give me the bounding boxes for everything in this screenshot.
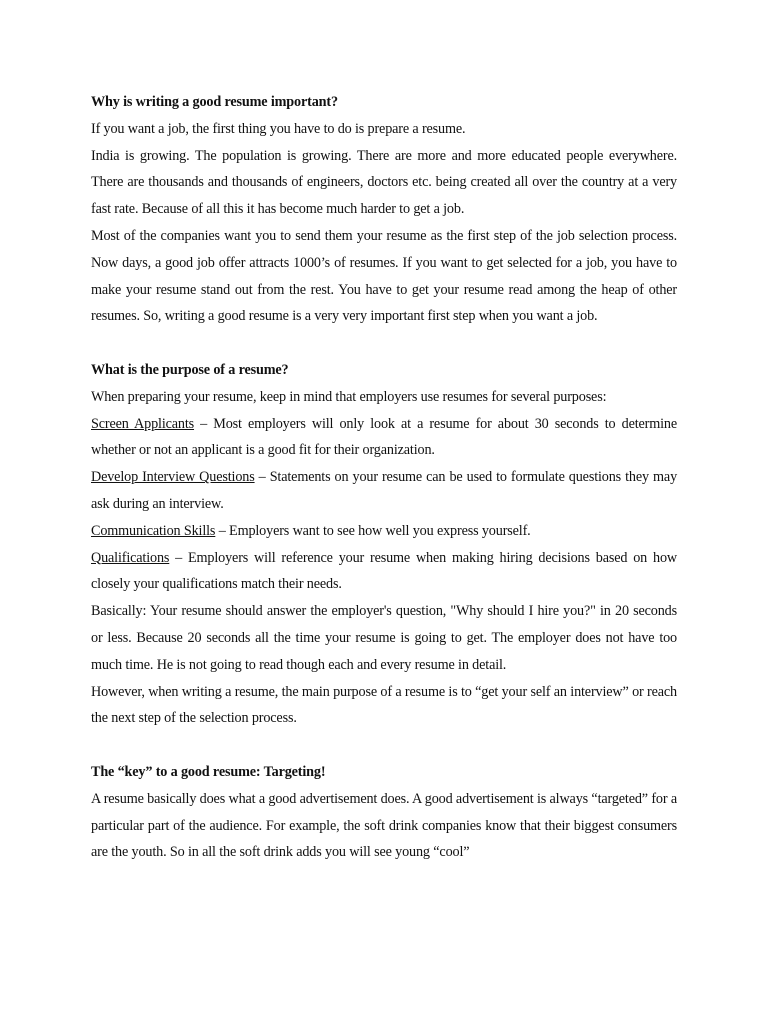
document-page: [91, 89, 677, 866]
purpose-item-interview-questions: [91, 464, 677, 518]
paragraph: When preparing your resume, keep in mind that employers use resumes for several purposes:: [91, 388, 607, 405]
section-heading-purpose: What is the purpose of a resume?: [91, 361, 289, 378]
purpose-term: Develop Interview Questions: [91, 469, 255, 486]
paragraph: Basically: Your resume should answer the employer's question, "Why should I hire you?" in 20 seconds or less. Because 20 seconds all the time your resume is going to get. The employer does not have too much time. He is not going to read though each and every resume in detail.: [91, 603, 677, 673]
paragraph: Most of the companies want you to send them your resume as the first step of the job selection process. Now days, a good job offer attracts 1000’s of resumes. If you want to get selected for a job, you have to make your resume stand out from the rest. You have to get your resume read among the heap of other resumes. So, writing a good resume is a very very important first step when you want a job.: [91, 227, 677, 325]
purpose-term: Qualifications: [91, 549, 170, 566]
purpose-term: Communication Skills: [91, 522, 216, 539]
paragraph: However, when writing a resume, the main purpose of a resume is to “get your self an interview” or reach the next step of the selection process.: [91, 683, 677, 727]
paragraph: If you want a job, the first thing you have to do is prepare a resume.: [91, 120, 466, 137]
purpose-description: – Most employers will only look at a resume for about 30 seconds to determine whether or not an applicant is a good fit for their organization.: [91, 415, 677, 459]
purpose-description: – Employers want to see how well you express yourself.: [215, 522, 531, 539]
purpose-item-screen-applicants: [91, 411, 677, 465]
purpose-item-qualifications: [91, 545, 677, 599]
section-spacer: [91, 732, 677, 759]
purpose-description: – Employers will reference your resume when making hiring decisions based on how closely your qualifications match their needs.: [91, 549, 677, 593]
section-heading-why-resume: Why is writing a good resume important?: [91, 94, 338, 110]
purpose-description: – Statements on your resume can be used to formulate questions they may ask during an interview.: [91, 469, 678, 512]
section-spacer: [91, 330, 677, 357]
paragraph: A resume basically does what a good advertisement does. A good advertisement is always “targeted” for a particular part of the audience. For example, the soft drink companies know that their biggest consumers are the youth. So in all the soft drink adds you will see young “cool”: [91, 790, 677, 861]
purpose-item-communication-skills: [91, 518, 677, 545]
purpose-term: Screen Applicants: [91, 415, 195, 432]
section-heading-targeting: The “key” to a good resume: Targeting!: [91, 763, 326, 780]
paragraph: India is growing. The population is growing. There are more and more educated people everywhere. There are thousands and thousands of engineers, doctors etc. being created all over the country at a very fast rate. Because of all this it has become much harder to get a job.: [91, 147, 677, 218]
